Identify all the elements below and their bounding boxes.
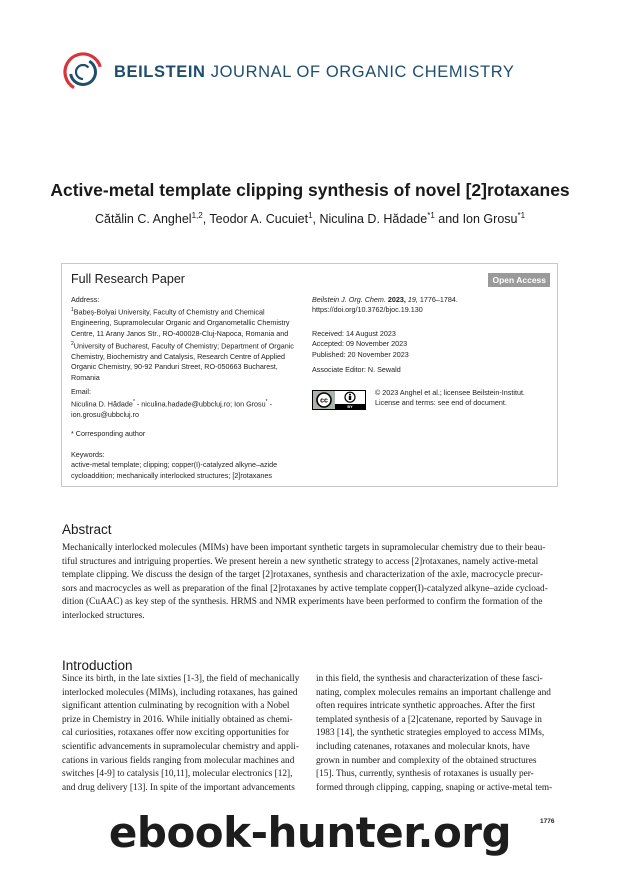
abstract-line: interlocked structures. bbox=[62, 610, 145, 621]
address-line: Romania bbox=[71, 372, 100, 382]
citation-volume: 19, bbox=[407, 295, 418, 304]
address-line: Organic Chemistry, 90-92 Panduri Street, RO-050663 Bucharest, bbox=[71, 362, 278, 372]
abstract-body bbox=[62, 542, 559, 624]
watermark: ebook-hunter.org bbox=[108, 808, 512, 857]
received-date: Received: 14 August 2023 bbox=[312, 329, 396, 338]
affiliation-number: 1 bbox=[71, 307, 74, 314]
email-link[interactable]: - niculina.hadade@ubbcluj.ro; Ion Grosu bbox=[134, 399, 266, 409]
abstract-heading: Abstract bbox=[62, 522, 112, 537]
author-2[interactable] bbox=[209, 212, 312, 226]
introduction-heading: Introduction bbox=[62, 658, 133, 673]
address-label: Address: bbox=[71, 295, 100, 304]
intro-line: grown in number and complexity of the obtained structures bbox=[316, 755, 537, 766]
intro-line: cal curiosities, rotaxanes offer now exciting opportunities for bbox=[62, 728, 290, 739]
author-separator: , bbox=[312, 212, 320, 227]
journal-name-bold: BEILSTEIN bbox=[114, 62, 206, 81]
author-affiliation: 1,2 bbox=[191, 211, 203, 220]
cc-text: cc bbox=[320, 397, 328, 405]
license-terms-line[interactable]: License and terms: see end of document. bbox=[375, 398, 507, 408]
email-line bbox=[71, 397, 306, 410]
author-affiliation: 1 bbox=[308, 211, 313, 220]
address-line bbox=[71, 339, 306, 352]
introduction-column-left bbox=[62, 673, 305, 795]
intro-line: significant attention culminating by recognition with a Nobel bbox=[62, 701, 290, 712]
paper-type: Full Research Paper bbox=[71, 272, 185, 286]
associate-editor: Associate Editor: N. Sewald bbox=[312, 365, 401, 374]
corresponding-note: * Corresponding author bbox=[71, 429, 146, 438]
email-block bbox=[71, 387, 306, 421]
journal-name[interactable] bbox=[114, 63, 515, 82]
article-title: Active-metal template clipping synthesis of novel [2]rotaxanes bbox=[50, 180, 570, 200]
email-label: Email: bbox=[71, 387, 91, 396]
citation-pages: 1776–1784. bbox=[419, 295, 458, 304]
author-name: Niculina D. Hădade bbox=[319, 212, 428, 227]
intro-line: templated synthesis of a [2]catenane, reported by Sauvage in bbox=[316, 714, 542, 725]
corresponding-star: * bbox=[265, 399, 268, 406]
intro-line: nating, complex molecules remains an important challenge and bbox=[316, 687, 551, 698]
keywords-label: Keywords: bbox=[71, 450, 105, 459]
email-author: Niculina D. Hădade bbox=[71, 399, 133, 409]
address-line: Chemistry, Biochemistry and Catalysis, Research Centre of Applied bbox=[71, 351, 285, 361]
license-block bbox=[375, 388, 553, 409]
author-separator: and bbox=[434, 212, 463, 227]
intro-line: scientific advancements in supramolecular chemistry and appli- bbox=[62, 741, 299, 752]
address-line bbox=[71, 305, 306, 318]
intro-line: 1983 [14], the synthetic strategies employed to access MIMs, bbox=[316, 728, 545, 739]
address-text: University of Bucharest, Faculty of Chemistry; Department of Organic bbox=[73, 341, 294, 351]
author-3[interactable] bbox=[320, 212, 435, 226]
open-access-badge[interactable]: Open Access bbox=[488, 273, 550, 287]
abstract-line: Mechanically interlocked molecules (MIMs) have been important synthetic targets in supramolecular chemistry due to their beau- bbox=[62, 543, 546, 553]
author-4[interactable] bbox=[463, 212, 525, 226]
citation-journal: Beilstein J. Org. Chem. bbox=[312, 295, 386, 304]
introduction-column-right bbox=[316, 673, 559, 795]
journal-logo-icon bbox=[62, 51, 104, 93]
cc-by-license-icon[interactable] bbox=[312, 390, 366, 410]
intro-line: cations in various fields ranging from molecular machines and bbox=[62, 755, 295, 766]
citation-block bbox=[312, 295, 552, 316]
intro-line: [15]. Thus, currently, synthesis of rotaxanes is usually per- bbox=[316, 769, 534, 780]
author-name: Teodor A. Cucuiet bbox=[209, 212, 309, 227]
author-separator: , bbox=[202, 212, 210, 227]
abstract-line: template clipping. We discuss the design of the target [2]rotaxanes, synthesis and characterization of the axle, macrocycle precur- bbox=[62, 570, 543, 581]
author-list bbox=[0, 211, 620, 226]
abstract-line: dition (CuAAC) as key step of the synthesis. HRMS and NMR experiments have been performed to confirm the formation of the bbox=[62, 597, 543, 608]
intro-line: and drug delivery [13]. In spite of the important advancements bbox=[62, 782, 295, 793]
email-link[interactable]: ion.grosu@ubbcluj.ro bbox=[71, 410, 140, 420]
accepted-date: Accepted: 09 November 2023 bbox=[312, 339, 408, 349]
intro-line: prize in Chemistry in 2016. While initially obtained as chemi- bbox=[62, 714, 293, 725]
doi-link[interactable]: https://doi.org/10.3762/bjoc.19.130 bbox=[312, 305, 423, 315]
published-date: Published: 20 November 2023 bbox=[312, 349, 409, 359]
keywords-line: active-metal template; clipping; copper(I)-catalyzed alkyne–azide bbox=[71, 460, 278, 470]
intro-line: Since its birth, in the late sixties [1-3], the field of mechanically bbox=[62, 674, 300, 684]
author-affiliation: *1 bbox=[427, 211, 435, 220]
copyright-line: © 2023 Anghel et al.; licensee Beilstein-Institut. bbox=[375, 388, 525, 397]
journal-name-rest: JOURNAL OF ORGANIC CHEMISTRY bbox=[210, 62, 515, 81]
intro-line: in this field, the synthesis and characterization of these fasci- bbox=[316, 674, 543, 684]
author-1[interactable] bbox=[95, 212, 203, 226]
abstract-line: tiful structures and intriguing properties. We present herein a new synthetic strategy to access [2]rotaxanes, namely active-metal bbox=[62, 556, 539, 567]
by-text: BY bbox=[347, 405, 353, 410]
citation-line bbox=[312, 295, 552, 305]
intro-line: interlocked molecules (MIMs), including rotaxanes, has gained bbox=[62, 687, 298, 698]
dates-block bbox=[312, 329, 552, 360]
corresponding-star: * bbox=[132, 399, 135, 406]
affiliation-number: 2 bbox=[71, 341, 74, 348]
abstract-line: sors and macrocycles as well as preparation of the final [2]rotaxanes by active template copper(I)-catalyzed alkyne–azide cycload- bbox=[62, 583, 548, 594]
article-info-box bbox=[61, 263, 558, 487]
page-number: 1776 bbox=[540, 818, 555, 825]
intro-line: often requires intricate synthetic approaches. After the first bbox=[316, 701, 535, 712]
address-text: Babeș-Bolyai University, Faculty of Chemistry and Chemical bbox=[73, 307, 265, 317]
author-affiliation: *1 bbox=[517, 211, 526, 220]
journal-header bbox=[62, 50, 515, 94]
email-dash: - bbox=[267, 399, 272, 409]
intro-line: formed through clipping, capping, snaping or active-metal tem- bbox=[316, 782, 553, 793]
intro-line: switches [4-9] to catalysis [10,11], molecular electronics [12], bbox=[62, 769, 293, 780]
author-name: Cătălin C. Anghel bbox=[94, 212, 192, 227]
address-block bbox=[71, 295, 306, 383]
author-name: Ion Grosu bbox=[462, 212, 518, 227]
keywords-line: cycloaddition; mechanically interlocked structures; [2]rotaxanes bbox=[71, 470, 272, 480]
keywords-block bbox=[71, 450, 306, 481]
intro-line: including catenanes, rotaxanes and molecular knots, have bbox=[316, 741, 530, 752]
address-line: Engineering, Supramolecular Organic and Organometallic Chemistry bbox=[71, 318, 290, 328]
address-line: Centre, 11 Arany Janos Str., RO-400028-Cluj-Napoca, Romania and bbox=[71, 328, 289, 338]
citation-year: 2023, bbox=[387, 295, 406, 304]
